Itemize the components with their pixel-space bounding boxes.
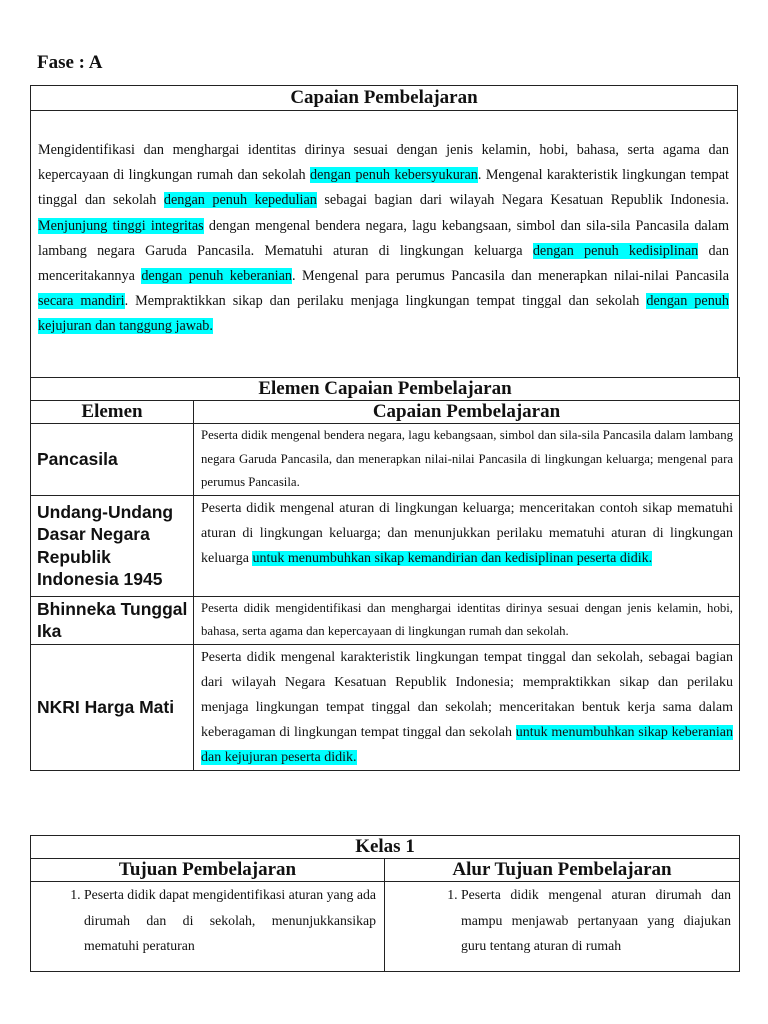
table-row bbox=[31, 644, 740, 770]
text-segment: Mengidentifikasi dan menghargai identitas dirinya sesuai dengan jenis kelamin, hobi, bahasa, serta agama dan kepercayaan di lingkungan rumah dan sekolah bbox=[38, 142, 729, 184]
elemen-name: Bhinneka Tunggal Ika bbox=[31, 596, 194, 644]
tujuan-list bbox=[31, 882, 384, 959]
highlighted-text: dengan penuh keberanian bbox=[141, 268, 293, 285]
highlighted-text: dengan penuh kebersyukuran bbox=[310, 167, 478, 184]
highlighted-text: untuk menumbuhkan sikap keberanian dan kejujuran peserta didik. bbox=[201, 724, 734, 765]
col-header-elemen: Elemen bbox=[31, 401, 194, 424]
phase-label: Fase : A bbox=[37, 52, 103, 73]
text-segment: Peserta didik mengidentifikasi dan menghargai identitas dirinya sesuai dengan jenis kelamin, hobi, bahasa, serta agama dan kepercayaan di lingkungan rumah dan sekolah. bbox=[201, 600, 734, 638]
text-segment: sebagai bagian dari wilayah Negara Kesatuan Republik Indonesia. bbox=[316, 192, 730, 209]
list-item: 1. Peserta didik dapat mengidentifikasi aturan yang ada dirumah dan di sekolah, menunjukkansikap mematuhi peraturan bbox=[84, 882, 376, 959]
elemen-description bbox=[194, 495, 740, 596]
elemen-description bbox=[194, 424, 740, 496]
col-header-alur: Alur Tujuan Pembelajaran bbox=[385, 859, 740, 882]
elemen-table bbox=[30, 377, 740, 771]
kelas-table bbox=[30, 835, 740, 972]
elemen-description bbox=[194, 644, 740, 770]
elemen-name: Pancasila bbox=[31, 424, 194, 496]
text-segment: . Mengenal para perumus Pancasila dan menerapkan nilai-nilai Pancasila bbox=[292, 268, 729, 285]
text-segment: . Mempraktikkan sikap dan perilaku menjaga lingkungan tempat tinggal dan sekolah bbox=[124, 293, 647, 310]
col-header-tujuan: Tujuan Pembelajaran bbox=[31, 859, 385, 882]
elemen-description bbox=[194, 596, 740, 644]
capaian-pembelajaran-box bbox=[30, 85, 738, 378]
highlighted-text: dengan penuh kejujuran dan tanggung jawab. bbox=[38, 293, 729, 335]
alur-cell bbox=[385, 882, 740, 972]
highlighted-text: dengan penuh kedisiplinan bbox=[532, 242, 699, 259]
highlighted-text: dengan penuh kepedulian bbox=[163, 192, 317, 209]
col-header-capaian: Capaian Pembelajaran bbox=[194, 401, 740, 424]
table-row bbox=[31, 424, 740, 496]
list-item: 1. Peserta didik mengenal aturan dirumah dan mampu menjawab pertanyaan yang diajukan guru tentang aturan di rumah bbox=[461, 882, 731, 959]
text-segment: dengan mengenal bendera negara, lagu kebangsaan, simbol dan sila-sila Pancasila dalam lambang negara Garuda Pancasila. Mematuhi aturan di lingkungan keluarga bbox=[38, 217, 729, 259]
capaian-paragraph bbox=[31, 111, 737, 340]
text-segment: Peserta didik mengenal aturan di lingkungan keluarga; menceritakan contoh sikap mematuhi aturan di lingkungan keluarga; dan menunjukkan perilaku mematuhi aturan di lingkungan keluarga bbox=[201, 500, 734, 566]
text-segment: . Mengenal karakteristik lingkungan tempat tinggal dan sekolah bbox=[38, 167, 729, 209]
table-row bbox=[31, 495, 740, 596]
elemen-name: Undang-Undang Dasar Negara Republik Indonesia 1945 bbox=[31, 495, 194, 596]
text-segment: dan menceritakannya bbox=[38, 242, 729, 285]
elemen-name: NKRI Harga Mati bbox=[31, 644, 194, 770]
alur-list bbox=[385, 882, 739, 959]
kelas-title: Kelas 1 bbox=[31, 836, 740, 859]
elemen-section-title: Elemen Capaian Pembelajaran bbox=[31, 378, 740, 401]
highlighted-text: untuk menumbuhkan sikap kemandirian dan kedisiplinan peserta didik. bbox=[252, 550, 653, 566]
highlighted-text: Menjunjung tinggi integritas bbox=[38, 217, 204, 234]
table-row bbox=[31, 882, 740, 972]
text-segment: Peserta didik mengenal bendera negara, lagu kebangsaan, simbol dan sila-sila Pancasila dalam lambang negara Garuda Pancasila, dan menerapkan nilai-nilai Pancasila di lingkungan keluarga; mengenal para perumus Pancasila. bbox=[201, 428, 734, 489]
table-row bbox=[31, 596, 740, 644]
highlighted-text: secara mandiri bbox=[38, 293, 125, 310]
tujuan-cell bbox=[31, 882, 385, 972]
text-segment: Peserta didik mengenal karakteristik lingkungan tempat tinggal dan sekolah, sebagai bagian dari wilayah Negara Kesatuan Republik Indonesia; mempraktikkan sikap dan perilaku menjaga lingkungan tempat tinggal dan sekolah; menceritakan bentuk kerja sama dalam keberagaman di lingkungan tempat tinggal dan sekolah bbox=[201, 649, 734, 740]
capaian-title: Capaian Pembelajaran bbox=[31, 86, 737, 111]
